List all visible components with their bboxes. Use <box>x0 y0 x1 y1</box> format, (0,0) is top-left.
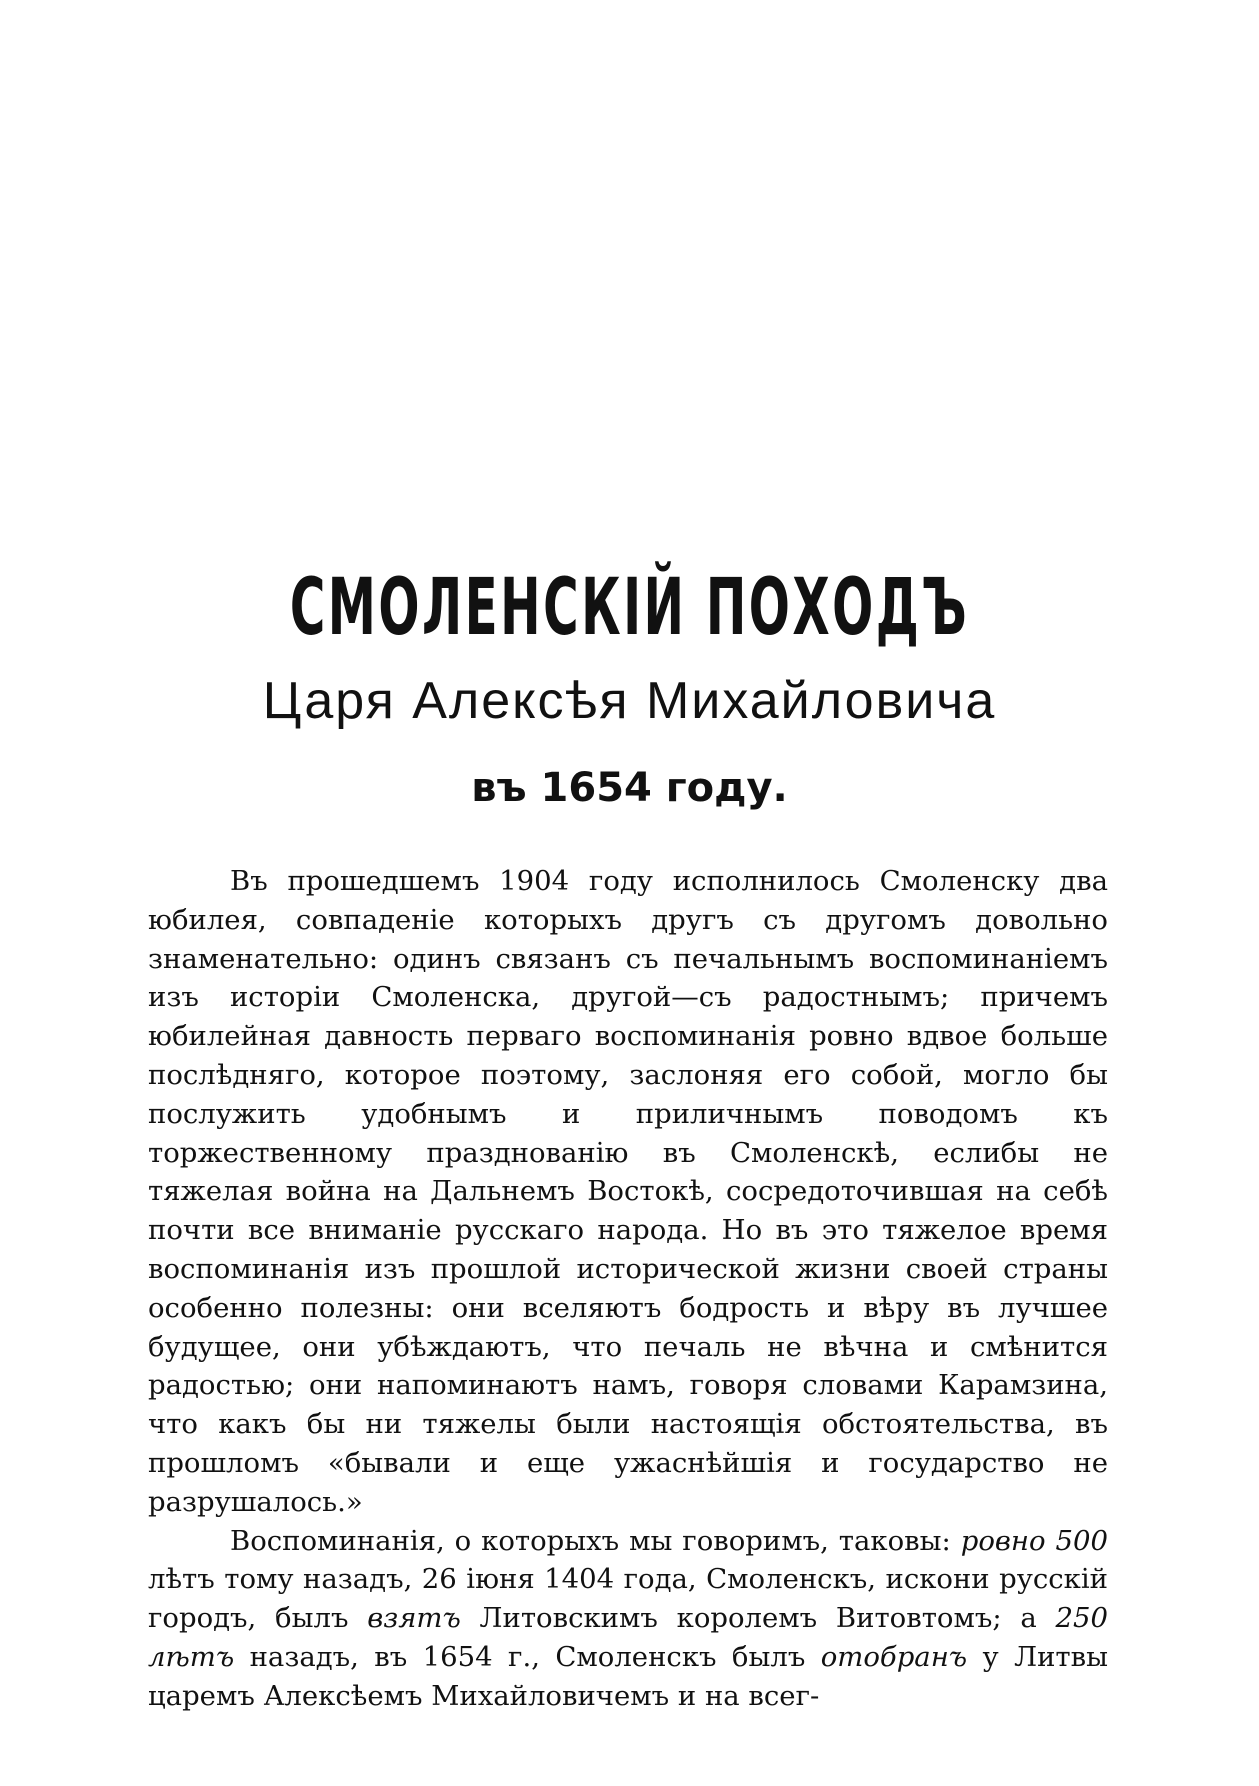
paragraph-2-text-3: Литовскимъ королемъ Витовтомъ; а <box>460 1602 1056 1635</box>
paragraph-2-emphasis-3: 250 лѣтъ <box>148 1602 1108 1673</box>
paragraph-2-emphasis-4: отобранъ <box>820 1640 968 1673</box>
title-block <box>0 560 1259 818</box>
year-line: въ 1654 году. <box>471 765 788 811</box>
paragraph-2-emphasis-1: ровно 500 <box>960 1524 1108 1557</box>
paragraph-2 <box>148 1522 1108 1716</box>
paragraph-2-text-5: у Литвы царемъ Алексѣемъ Михайловичемъ и на всег- <box>148 1640 1108 1712</box>
paragraph-2-text-1: Воспоминанія, о которыхъ мы говоримъ, таковы: <box>230 1524 961 1557</box>
body-text <box>148 862 1108 1716</box>
subtitle: Царя Алексѣя Михайловича <box>262 672 997 730</box>
paragraph-1: Въ прошедшемъ 1904 году исполнилось Смоленску два юбилея, совпаденіе которыхъ другъ съ другомъ довольно знаменательно: одинъ связанъ съ печальнымъ воспоминаніемъ изъ исторіи Смоленска, другой—съ радостнымъ; причемъ юбилейная давность перваго воспоминанія ровно вдвое больше послѣдняго, которое поэтому, заслоняя его собой, могло бы послужить удобнымъ и приличнымъ поводомъ къ торжественному празднованію въ Смоленскѣ, еслибы не тяжелая война на Дальнемъ Востокѣ, сосредоточившая на себѣ почти все вниманіе русскаго народа. Но въ это тяжелое время воспоминанія изъ прошлой исторической жизни своей страны особенно полезны: они вселяютъ бодрость и вѣру въ лучшее будущее, они убѣждаютъ, что печаль не вѣчна и смѣнится радостью; они напоминаютъ намъ, говоря словами Карамзина, что какъ бы ни тяжелы были настоящія обстоятельства, въ прошломъ «бывали и еще ужаснѣйшія и государство не разрушалось.» <box>148 865 1108 1518</box>
paragraph-2-text-4: назадъ, въ 1654 г., Смоленскъ былъ <box>234 1640 821 1673</box>
main-title: СМОЛЕНСКІЙ ПОХОДЪ <box>289 563 970 653</box>
paragraph-2-emphasis-2: взятъ <box>367 1602 461 1635</box>
paragraph-2-text-2: лѣтъ тому назадъ, 26 іюня 1404 года, Смоленскъ, искони русскій городъ, былъ <box>148 1563 1108 1635</box>
